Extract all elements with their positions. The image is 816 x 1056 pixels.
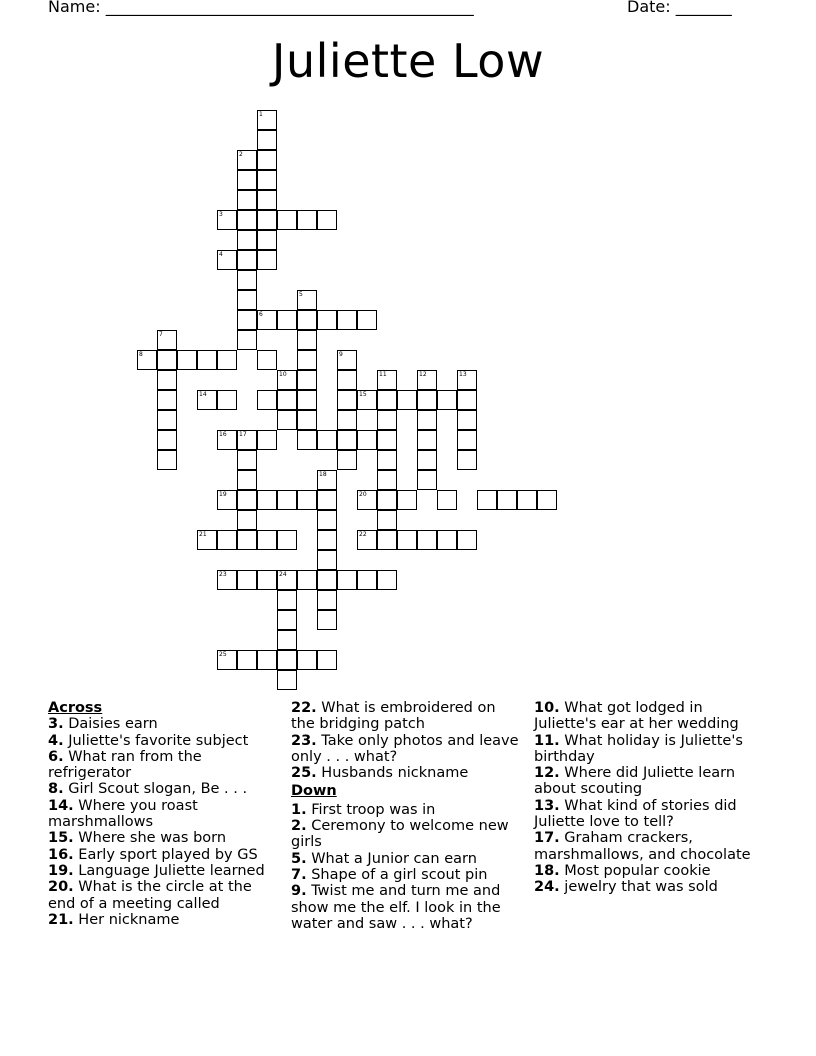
- clue-item: [48, 781, 278, 797]
- grid-cell[interactable]: [377, 470, 397, 490]
- clue-number: 5.: [291, 850, 307, 867]
- grid-cell[interactable]: [197, 390, 217, 410]
- clue-item: [48, 830, 278, 846]
- cell-number: 9: [339, 351, 343, 358]
- grid-cell[interactable]: [257, 390, 277, 410]
- clue-number: 24.: [534, 879, 560, 896]
- down-clue-list: [291, 802, 523, 932]
- clue-number: 7.: [291, 866, 307, 883]
- clue-item: [534, 733, 766, 766]
- grid-cell[interactable]: [257, 310, 277, 330]
- grid-cell[interactable]: [157, 350, 177, 370]
- clue-item: [48, 749, 278, 782]
- grid-cell[interactable]: [317, 650, 337, 670]
- grid-cell[interactable]: [317, 590, 337, 610]
- clue-text: Most popular cookie: [564, 862, 711, 879]
- grid-cell[interactable]: [177, 350, 197, 370]
- grid-cell[interactable]: [317, 470, 337, 490]
- grid-cell[interactable]: [277, 610, 297, 630]
- grid-cell[interactable]: [337, 370, 357, 390]
- clue-number: 1.: [291, 801, 307, 818]
- clue-text: First troop was in: [311, 801, 436, 818]
- cell-number: 25: [219, 651, 227, 658]
- clue-text: Language Juliette learned: [78, 862, 265, 879]
- cell-number: 12: [419, 371, 427, 378]
- grid-cell[interactable]: [237, 150, 257, 170]
- grid-cell[interactable]: [217, 490, 237, 510]
- grid-cell[interactable]: [277, 670, 297, 690]
- grid-cell[interactable]: [397, 490, 417, 510]
- clue-text: Shape of a girl scout pin: [311, 866, 488, 883]
- cell-number: 13: [459, 371, 467, 378]
- clue-number: 22.: [291, 700, 317, 716]
- grid-cell[interactable]: [377, 510, 397, 530]
- grid-cell[interactable]: [337, 450, 357, 470]
- clue-text: Graham crackers, marshmallows, and chocolate: [534, 830, 751, 863]
- clue-number: 12.: [534, 765, 560, 782]
- grid-cell[interactable]: [457, 390, 477, 410]
- grid-cell[interactable]: [277, 370, 297, 390]
- grid-cell[interactable]: [317, 610, 337, 630]
- clue-text: Husbands nickname: [321, 765, 469, 782]
- grid-cell[interactable]: [297, 390, 317, 410]
- clue-item: [534, 830, 766, 863]
- clue-item: [534, 765, 766, 798]
- grid-cell[interactable]: [357, 570, 377, 590]
- cell-number: 20: [359, 491, 367, 498]
- date-label: Date:: [627, 0, 671, 16]
- grid-cell[interactable]: [437, 530, 457, 550]
- cell-number: 23: [219, 571, 227, 578]
- cell-number: 22: [359, 531, 367, 538]
- down-clue-list-continued: [534, 700, 766, 896]
- grid-cell[interactable]: [237, 270, 257, 290]
- grid-cell[interactable]: [217, 570, 237, 590]
- grid-cell[interactable]: [237, 530, 257, 550]
- clue-number: 20.: [48, 879, 74, 896]
- grid-cell[interactable]: [297, 310, 317, 330]
- grid-cell[interactable]: [317, 210, 337, 230]
- grid-cell[interactable]: [357, 430, 377, 450]
- grid-cell[interactable]: [197, 530, 217, 550]
- grid-cell[interactable]: [237, 450, 257, 470]
- clue-item: [48, 879, 278, 912]
- grid-cell[interactable]: [157, 410, 177, 430]
- grid-cell[interactable]: [297, 330, 317, 350]
- grid-cell[interactable]: [237, 470, 257, 490]
- grid-cell[interactable]: [537, 490, 557, 510]
- grid-cell[interactable]: [217, 530, 237, 550]
- cell-number: 18: [319, 471, 327, 478]
- clue-text: Take only photos and leave only . . . what?: [291, 732, 519, 765]
- grid-cell[interactable]: [357, 530, 377, 550]
- clue-text: What kind of stories did Juliette love to tell?: [534, 797, 737, 831]
- grid-cell[interactable]: [277, 410, 297, 430]
- grid-cell[interactable]: [317, 490, 337, 510]
- clue-item: [48, 912, 278, 928]
- clue-text: Daisies earn: [68, 716, 158, 733]
- grid-cell[interactable]: [457, 450, 477, 470]
- grid-cell[interactable]: [217, 250, 237, 270]
- grid-cell[interactable]: [237, 650, 257, 670]
- clue-number: 11.: [534, 732, 560, 749]
- grid-cell[interactable]: [357, 310, 377, 330]
- grid-cell[interactable]: [237, 230, 257, 250]
- clue-number: 14.: [48, 797, 74, 814]
- grid-cell[interactable]: [157, 330, 177, 350]
- clue-text: Her nickname: [78, 911, 180, 928]
- cell-number: 21: [199, 531, 207, 538]
- clue-text: Juliette's favorite subject: [68, 732, 249, 749]
- clue-text: Twist me and turn me and show me the elf. I look in the water and saw . . . what?: [291, 883, 501, 932]
- grid-cell[interactable]: [237, 570, 257, 590]
- grid-cell[interactable]: [237, 310, 257, 330]
- grid-cell[interactable]: [497, 490, 517, 510]
- cell-number: 10: [279, 371, 287, 378]
- clue-text: Early sport played by GS: [78, 846, 258, 863]
- clue-number: 8.: [48, 781, 64, 798]
- cell-number: 6: [259, 311, 263, 318]
- clue-item: [534, 798, 766, 831]
- grid-cell[interactable]: [377, 430, 397, 450]
- clue-text: What is embroidered on the bridging patch: [291, 700, 496, 733]
- grid-cell[interactable]: [417, 530, 437, 550]
- clue-text: What holiday is Juliette's birthday: [534, 732, 743, 765]
- grid-cell[interactable]: [317, 310, 337, 330]
- clue-number: 21.: [48, 911, 74, 928]
- grid-cell[interactable]: [277, 490, 297, 510]
- grid-cell[interactable]: [437, 490, 457, 510]
- grid-cell[interactable]: [457, 430, 477, 450]
- grid-cell[interactable]: [377, 370, 397, 390]
- grid-cell[interactable]: [337, 430, 357, 450]
- grid-cell[interactable]: [417, 370, 437, 390]
- clue-item: [48, 716, 278, 732]
- clue-number: 18.: [534, 862, 560, 879]
- grid-cell[interactable]: [277, 210, 297, 230]
- grid-cell[interactable]: [157, 430, 177, 450]
- grid-cell[interactable]: [237, 250, 257, 270]
- grid-cell[interactable]: [437, 390, 457, 410]
- cell-number: 17: [239, 431, 247, 438]
- clues-column-1: [48, 700, 278, 928]
- clue-number: 3.: [48, 716, 64, 733]
- grid-cell[interactable]: [237, 210, 257, 230]
- grid-cell[interactable]: [217, 650, 237, 670]
- clue-number: 23.: [291, 732, 317, 749]
- clue-number: 15.: [48, 830, 74, 847]
- cell-number: 7: [159, 331, 163, 338]
- cell-number: 16: [219, 431, 227, 438]
- grid-cell[interactable]: [277, 530, 297, 550]
- grid-cell[interactable]: [337, 310, 357, 330]
- cell-number: 24: [279, 571, 287, 578]
- grid-cell[interactable]: [417, 470, 437, 490]
- grid-cell[interactable]: [257, 530, 277, 550]
- clue-item: [291, 765, 523, 781]
- clue-text: What is the circle at the end of a meeting called: [48, 879, 252, 912]
- grid-cell[interactable]: [257, 250, 277, 270]
- cell-number: 3: [219, 211, 223, 218]
- name-label: Name:: [48, 0, 101, 16]
- clue-item: [48, 863, 278, 879]
- grid-cell[interactable]: [397, 530, 417, 550]
- grid-cell[interactable]: [217, 430, 237, 450]
- across-heading: Across: [48, 700, 103, 716]
- grid-cell[interactable]: [337, 570, 357, 590]
- grid-cell[interactable]: [397, 390, 417, 410]
- grid-cell[interactable]: [377, 390, 397, 410]
- grid-cell[interactable]: [417, 390, 437, 410]
- clue-text: Where did Juliette learn about scouting: [534, 765, 736, 798]
- clue-item: [291, 851, 523, 867]
- clue-item: [291, 802, 523, 818]
- grid-cell[interactable]: [297, 570, 317, 590]
- grid-cell[interactable]: [277, 310, 297, 330]
- clue-item: [291, 883, 523, 932]
- grid-cell[interactable]: [237, 290, 257, 310]
- clue-number: 4.: [48, 732, 64, 749]
- grid-cell[interactable]: [257, 230, 277, 250]
- clue-number: 6.: [48, 748, 64, 765]
- grid-cell[interactable]: [457, 530, 477, 550]
- cell-number: 5: [299, 291, 303, 298]
- cell-number: 14: [199, 391, 207, 398]
- clue-item: [48, 798, 278, 831]
- clue-text: Where you roast marshmallows: [48, 797, 198, 831]
- clue-number: 2.: [291, 818, 307, 835]
- clue-item: [534, 863, 766, 879]
- across-clue-list-continued: [291, 700, 523, 781]
- grid-cell[interactable]: [277, 630, 297, 650]
- grid-cell[interactable]: [257, 170, 277, 190]
- clue-text: jewelry that was sold: [564, 879, 718, 896]
- clue-item: [48, 733, 278, 749]
- clue-number: 19.: [48, 862, 74, 879]
- clue-number: 13.: [534, 797, 560, 814]
- grid-cell[interactable]: [297, 430, 317, 450]
- grid-cell[interactable]: [417, 450, 437, 470]
- clue-item: [291, 818, 523, 851]
- grid-cell[interactable]: [377, 570, 397, 590]
- grid-cell[interactable]: [317, 550, 337, 570]
- grid-cell[interactable]: [157, 370, 177, 390]
- grid-cell[interactable]: [517, 490, 537, 510]
- grid-cell[interactable]: [377, 490, 397, 510]
- grid-cell[interactable]: [257, 650, 277, 670]
- grid-cell[interactable]: [157, 390, 177, 410]
- grid-cell[interactable]: [457, 370, 477, 390]
- grid-cell[interactable]: [337, 390, 357, 410]
- cell-number: 4: [219, 251, 223, 258]
- grid-cell[interactable]: [257, 350, 277, 370]
- grid-cell[interactable]: [217, 390, 237, 410]
- grid-cell[interactable]: [237, 430, 257, 450]
- grid-cell[interactable]: [377, 450, 397, 470]
- grid-cell[interactable]: [277, 650, 297, 670]
- grid-cell[interactable]: [197, 350, 217, 370]
- clue-text: Where she was born: [78, 830, 227, 847]
- cell-number: 2: [239, 151, 243, 158]
- cell-number: 11: [379, 371, 387, 378]
- grid-cell[interactable]: [277, 390, 297, 410]
- clue-number: 17.: [534, 830, 560, 847]
- grid-cell[interactable]: [257, 110, 277, 130]
- grid-cell[interactable]: [277, 590, 297, 610]
- clue-number: 9.: [291, 883, 307, 900]
- grid-cell[interactable]: [317, 510, 337, 530]
- clue-text: Ceremony to welcome new girls: [291, 818, 509, 851]
- clues-column-2: [291, 700, 523, 932]
- grid-cell[interactable]: [357, 490, 377, 510]
- cell-number: 1: [259, 111, 263, 118]
- clue-item: [534, 879, 766, 895]
- name-line: ______________________________________________: [105, 0, 474, 16]
- grid-cell[interactable]: [317, 430, 337, 450]
- grid-cell[interactable]: [137, 350, 157, 370]
- grid-cell[interactable]: [257, 570, 277, 590]
- grid-cell[interactable]: [237, 490, 257, 510]
- clue-number: 25.: [291, 765, 317, 782]
- clue-item: [291, 733, 523, 766]
- clue-item: [534, 700, 766, 733]
- grid-cell[interactable]: [297, 210, 317, 230]
- cell-number: 8: [139, 351, 143, 358]
- grid-cell[interactable]: [237, 330, 257, 350]
- grid-cell[interactable]: [257, 490, 277, 510]
- grid-cell[interactable]: [257, 210, 277, 230]
- grid-cell[interactable]: [357, 390, 377, 410]
- grid-cell[interactable]: [237, 170, 257, 190]
- grid-cell[interactable]: [317, 530, 337, 550]
- grid-cell[interactable]: [257, 150, 277, 170]
- grid-cell[interactable]: [337, 410, 357, 430]
- clue-text: What ran from the refrigerator: [48, 748, 202, 782]
- clue-number: 10.: [534, 700, 560, 716]
- clue-item: [48, 847, 278, 863]
- grid-cell[interactable]: [477, 490, 497, 510]
- grid-cell[interactable]: [277, 570, 297, 590]
- grid-cell[interactable]: [457, 410, 477, 430]
- grid-cell[interactable]: [417, 410, 437, 430]
- clue-text: Girl Scout slogan, Be . . .: [68, 781, 248, 798]
- clue-number: 16.: [48, 846, 74, 863]
- grid-cell[interactable]: [297, 490, 317, 510]
- grid-cell[interactable]: [157, 450, 177, 470]
- grid-cell[interactable]: [257, 130, 277, 150]
- clue-item: [291, 700, 523, 733]
- clues-column-3: [534, 700, 766, 896]
- grid-cell[interactable]: [297, 650, 317, 670]
- grid-cell[interactable]: [417, 430, 437, 450]
- grid-cell[interactable]: [217, 350, 237, 370]
- grid-cell[interactable]: [237, 510, 257, 530]
- grid-cell[interactable]: [337, 350, 357, 370]
- grid-cell[interactable]: [237, 190, 257, 210]
- down-heading: Down: [291, 783, 337, 800]
- grid-cell[interactable]: [297, 350, 317, 370]
- page-title: Juliette Low: [271, 34, 545, 88]
- clue-item: [291, 867, 523, 883]
- grid-cell[interactable]: [257, 190, 277, 210]
- grid-cell[interactable]: [317, 570, 337, 590]
- cell-number: 15: [359, 391, 367, 398]
- clue-text: What a Junior can earn: [311, 850, 477, 867]
- grid-cell[interactable]: [377, 530, 397, 550]
- grid-cell[interactable]: [297, 410, 317, 430]
- grid-cell[interactable]: [297, 370, 317, 390]
- grid-cell[interactable]: [217, 210, 237, 230]
- grid-cell[interactable]: [297, 290, 317, 310]
- date-line: _______: [675, 0, 732, 16]
- grid-cell[interactable]: [257, 430, 277, 450]
- clue-text: What got lodged in Juliette's ear at her wedding: [534, 700, 739, 733]
- grid-cell[interactable]: [377, 410, 397, 430]
- cell-number: 19: [219, 491, 227, 498]
- across-clue-list: [48, 716, 278, 928]
